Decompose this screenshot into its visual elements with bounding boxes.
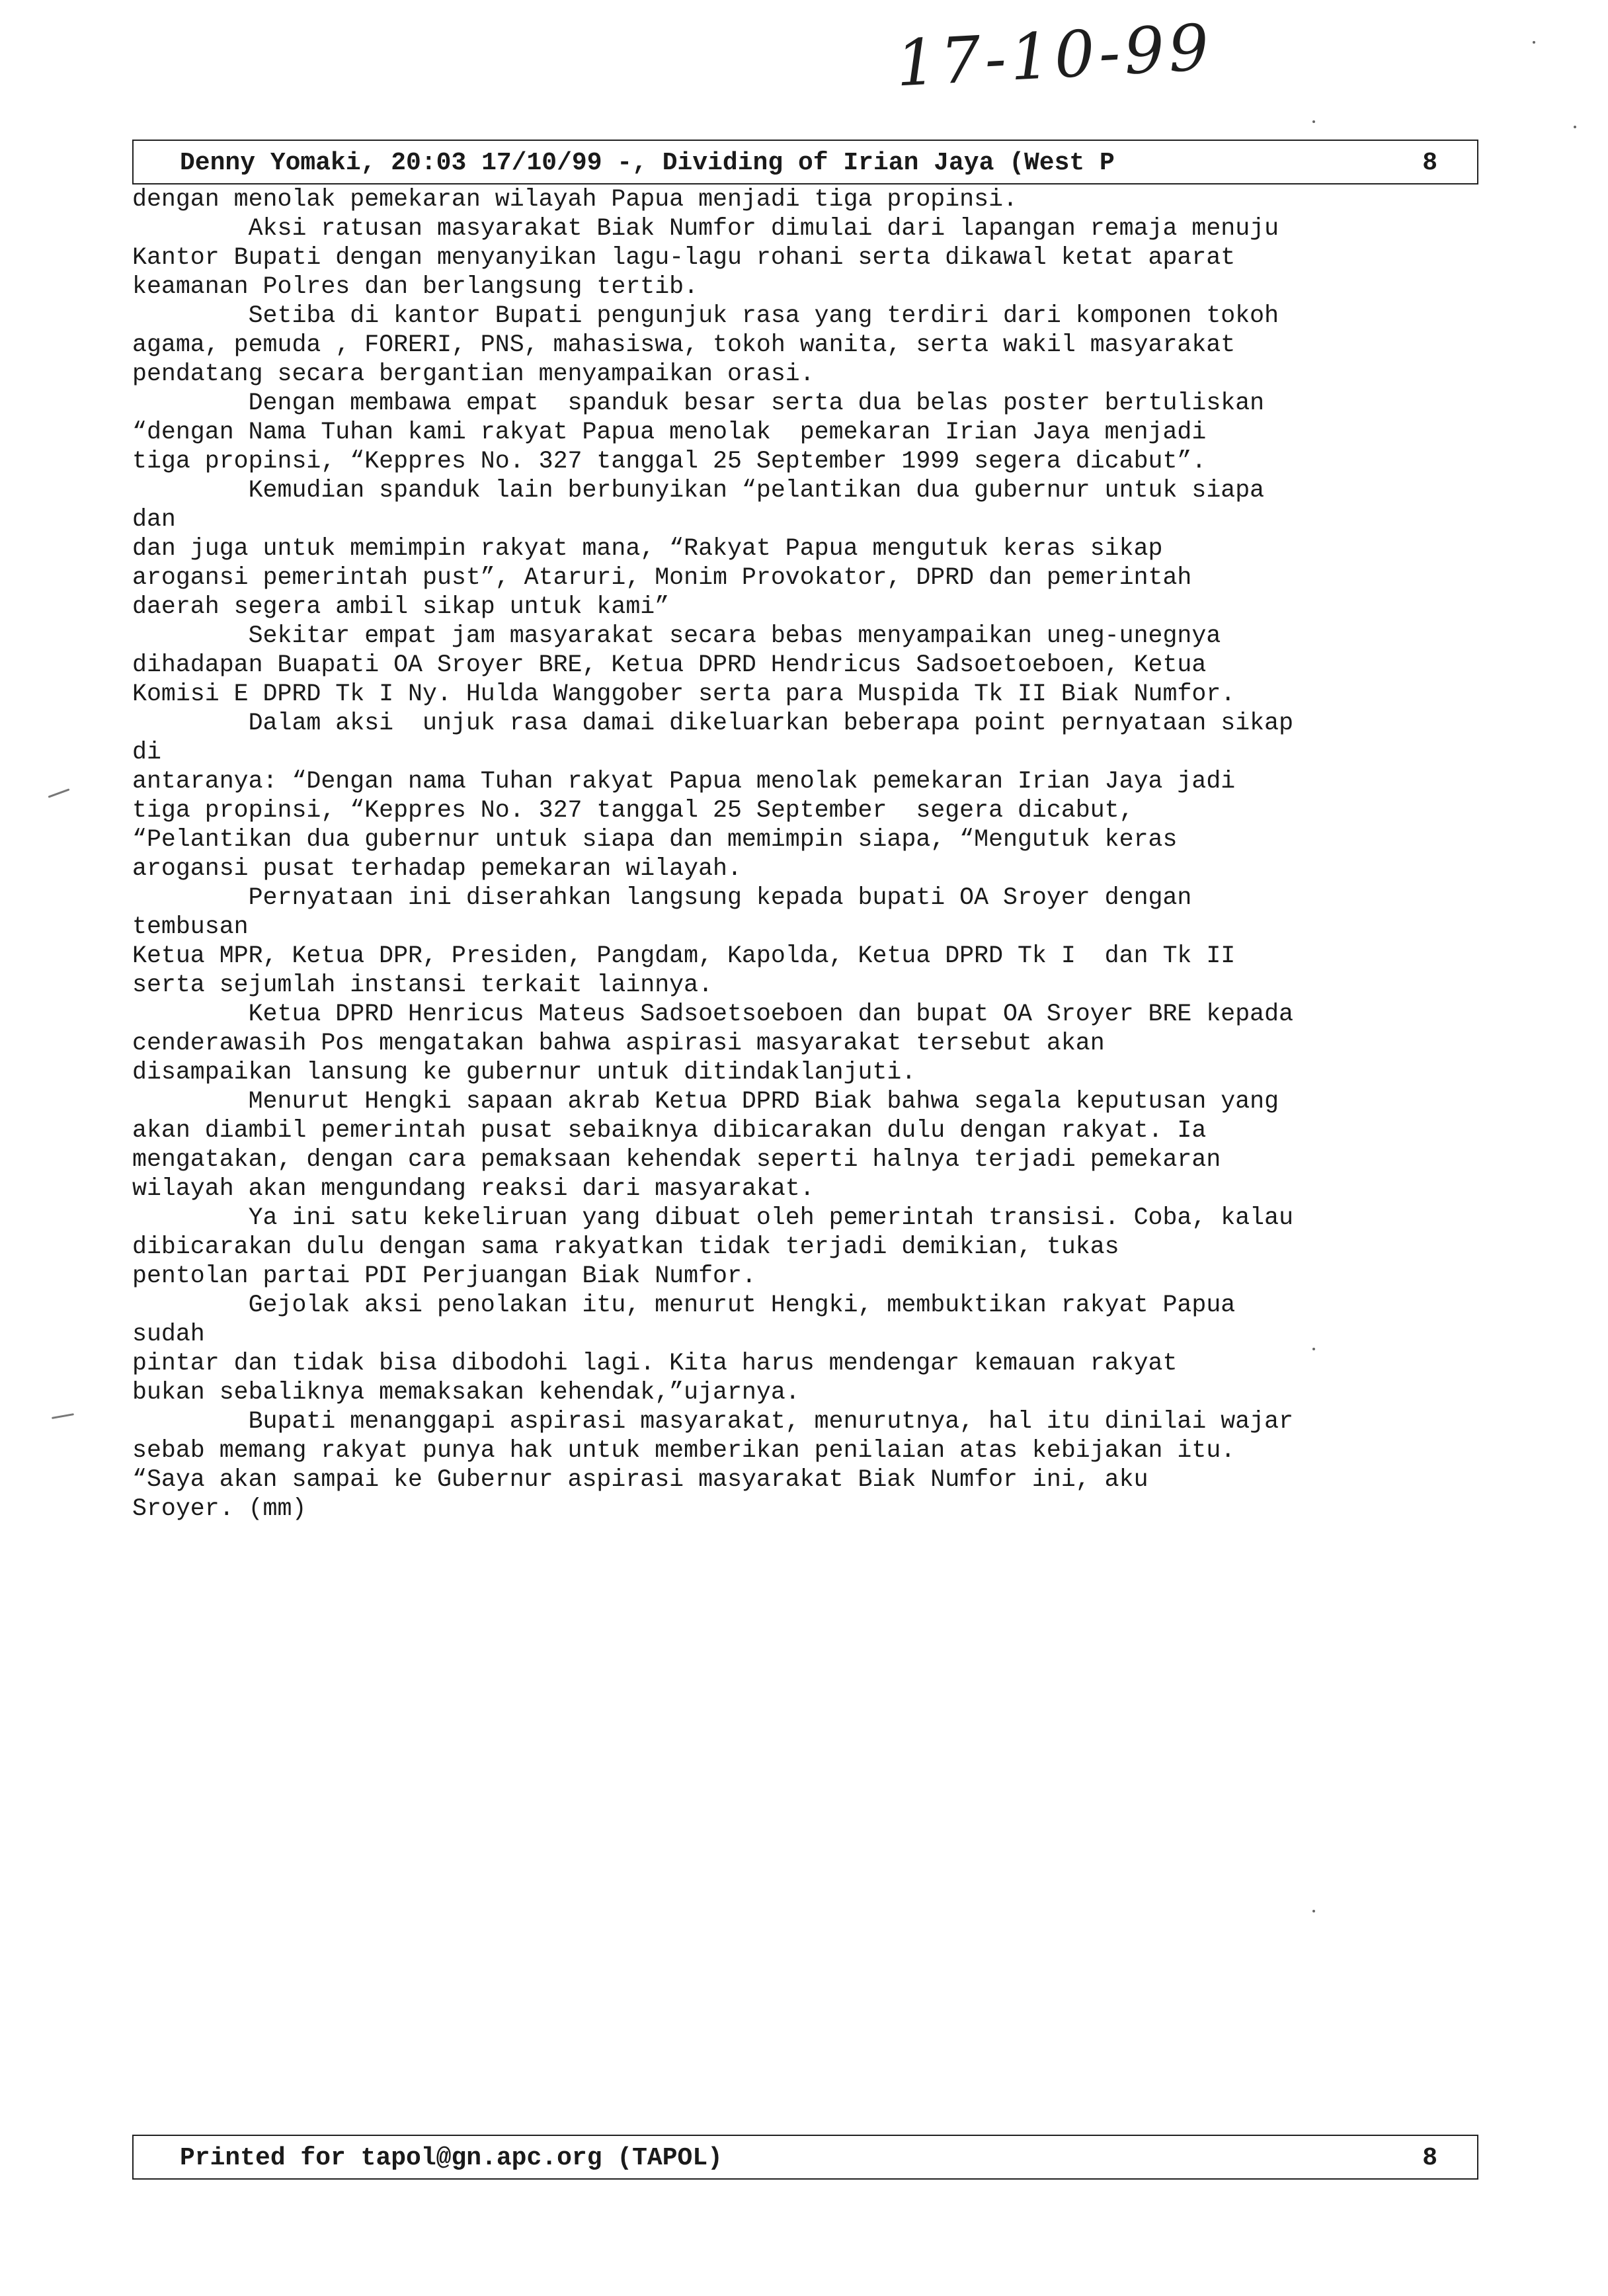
body-line: arogansi pemerintah pust”, Ataruri, Monim Provokator, DPRD dan pemerintah [132, 564, 1192, 591]
margin-mark [48, 788, 70, 798]
body-line: Gejolak aksi penolakan itu, menurut Hengki, membuktikan rakyat Papua [132, 1292, 1236, 1319]
body-line: Menurut Hengki sapaan akrab Ketua DPRD Biak bahwa segala keputusan yang [132, 1088, 1279, 1115]
body-line: mengatakan, dengan cara pemaksaan kehendak seperti halnya terjadi pemekaran [132, 1146, 1221, 1173]
body-line: keamanan Polres dan berlangsung tertib. [132, 273, 699, 300]
body-line: sebab memang rakyat punya hak untuk memberikan penilaian atas kebijakan itu. [132, 1437, 1236, 1464]
body-line: Bupati menanggapi aspirasi masyarakat, menurutnya, hal itu dinilai wajar [132, 1408, 1294, 1435]
body-line: Sekitar empat jam masyarakat secara bebas menyampaikan uneg-unegnya [132, 622, 1221, 649]
body-line: Ketua DPRD Henricus Mateus Sadsoetsoeboen dan bupat OA Sroyer BRE kepada [132, 1001, 1294, 1028]
margin-mark [52, 1413, 74, 1419]
body-line: pintar dan tidak bisa dibodohi lagi. Kita harus mendengar kemauan rakyat [132, 1350, 1178, 1377]
body-line: Komisi E DPRD Tk I Ny. Hulda Wanggober serta para Muspida Tk II Biak Numfor. [132, 680, 1236, 708]
body-line: “Pelantikan dua gubernur untuk siapa dan memimpin siapa, “Mengutuk keras [132, 826, 1178, 853]
document-body [132, 185, 1474, 1524]
body-line: Setiba di kantor Bupati pengunjuk rasa yang terdiri dari komponen tokoh [132, 302, 1279, 329]
body-line: dibicarakan dulu dengan sama rakyatkan tidak terjadi demikian, tukas [132, 1233, 1119, 1260]
footer-page-number: 8 [1422, 2144, 1437, 2172]
body-line: Ketua MPR, Ketua DPR, Presiden, Pangdam, Kapolda, Ketua DPRD Tk I dan Tk II [132, 942, 1236, 969]
body-line: dengan menolak pemekaran wilayah Papua menjadi tiga propinsi. [132, 186, 1018, 213]
body-line: tembusan [132, 913, 249, 940]
body-line: bukan sebaliknya memaksakan kehendak,”ujarnya. [132, 1379, 800, 1406]
handwritten-date: 17-10-99 [894, 10, 1215, 101]
footer-title: Printed for tapol@gn.apc.org (TAPOL) [180, 2144, 723, 2172]
body-line: pendatang secara bergantian menyampaikan orasi. [132, 360, 815, 388]
body-line: Dalam aksi unjuk rasa damai dikeluarkan beberapa point pernyataan sikap [132, 710, 1294, 737]
body-line: sudah [132, 1321, 205, 1348]
body-line: Dengan membawa empat spanduk besar serta dua belas poster bertuliskan [132, 390, 1265, 417]
body-line: serta sejumlah instansi terkait lainnya. [132, 971, 713, 999]
header-title: Denny Yomaki, 20:03 17/10/99 -, Dividing of Irian Jaya (West P [180, 149, 1115, 177]
body-line: pentolan partai PDI Perjuangan Biak Numfor. [132, 1262, 756, 1290]
body-line: Sroyer. (mm) [132, 1495, 307, 1522]
body-line: Aksi ratusan masyarakat Biak Numfor dimulai dari lapangan remaja menuju [132, 215, 1279, 242]
body-line: Kemudian spanduk lain berbunyikan “pelantikan dua gubernur untuk siapa [132, 477, 1265, 504]
body-line: agama, pemuda , FORERI, PNS, mahasiswa, tokoh wanita, serta wakil masyarakat [132, 331, 1236, 358]
scan-speck [1312, 1910, 1315, 1912]
body-line: Kantor Bupati dengan menyanyikan lagu-lagu rohani serta dikawal ketat aparat [132, 244, 1236, 271]
body-line: “Saya akan sampai ke Gubernur aspirasi masyarakat Biak Numfor ini, aku [132, 1466, 1148, 1493]
body-line: wilayah akan mengundang reaksi dari masyarakat. [132, 1175, 815, 1202]
body-line: di [132, 739, 161, 766]
body-line: akan diambil pemerintah pusat sebaiknya dibicarakan dulu dengan rakyat. Ia [132, 1117, 1207, 1144]
body-line: disampaikan lansung ke gubernur untuk ditindaklanjuti. [132, 1059, 916, 1086]
body-line: tiga propinsi, “Keppres No. 327 tanggal 25 September 1999 segera dicabut”. [132, 448, 1207, 475]
scan-speck [1533, 41, 1535, 44]
body-line: antaranya: “Dengan nama Tuhan rakyat Papua menolak pemekaran Irian Jaya jadi [132, 768, 1236, 795]
header-page-number: 8 [1422, 149, 1437, 177]
page-header [132, 140, 1478, 184]
body-line: dan juga untuk memimpin rakyat mana, “Rakyat Papua mengutuk keras sikap [132, 535, 1163, 562]
scan-speck [1574, 126, 1576, 128]
body-line: daerah segera ambil sikap untuk kami” [132, 593, 670, 620]
body-line: “dengan Nama Tuhan kami rakyat Papua menolak pemekaran Irian Jaya menjadi [132, 419, 1207, 446]
body-line: Pernyataan ini diserahkan langsung kepada bupati OA Sroyer dengan [132, 884, 1192, 911]
scan-speck [1312, 1348, 1315, 1350]
body-line: dan [132, 506, 176, 533]
body-line: cenderawasih Pos mengatakan bahwa aspirasi masyarakat tersebut akan [132, 1030, 1105, 1057]
body-line: dihadapan Buapati OA Sroyer BRE, Ketua DPRD Hendricus Sadsoetoeboen, Ketua [132, 651, 1207, 678]
page-footer [132, 2135, 1478, 2180]
scan-speck [1312, 120, 1315, 123]
body-line: arogansi pusat terhadap pemekaran wilayah. [132, 855, 742, 882]
body-line: Ya ini satu kekeliruan yang dibuat oleh pemerintah transisi. Coba, kalau [132, 1204, 1294, 1231]
body-line: tiga propinsi, “Keppres No. 327 tanggal 25 September segera dicabut, [132, 797, 1134, 824]
